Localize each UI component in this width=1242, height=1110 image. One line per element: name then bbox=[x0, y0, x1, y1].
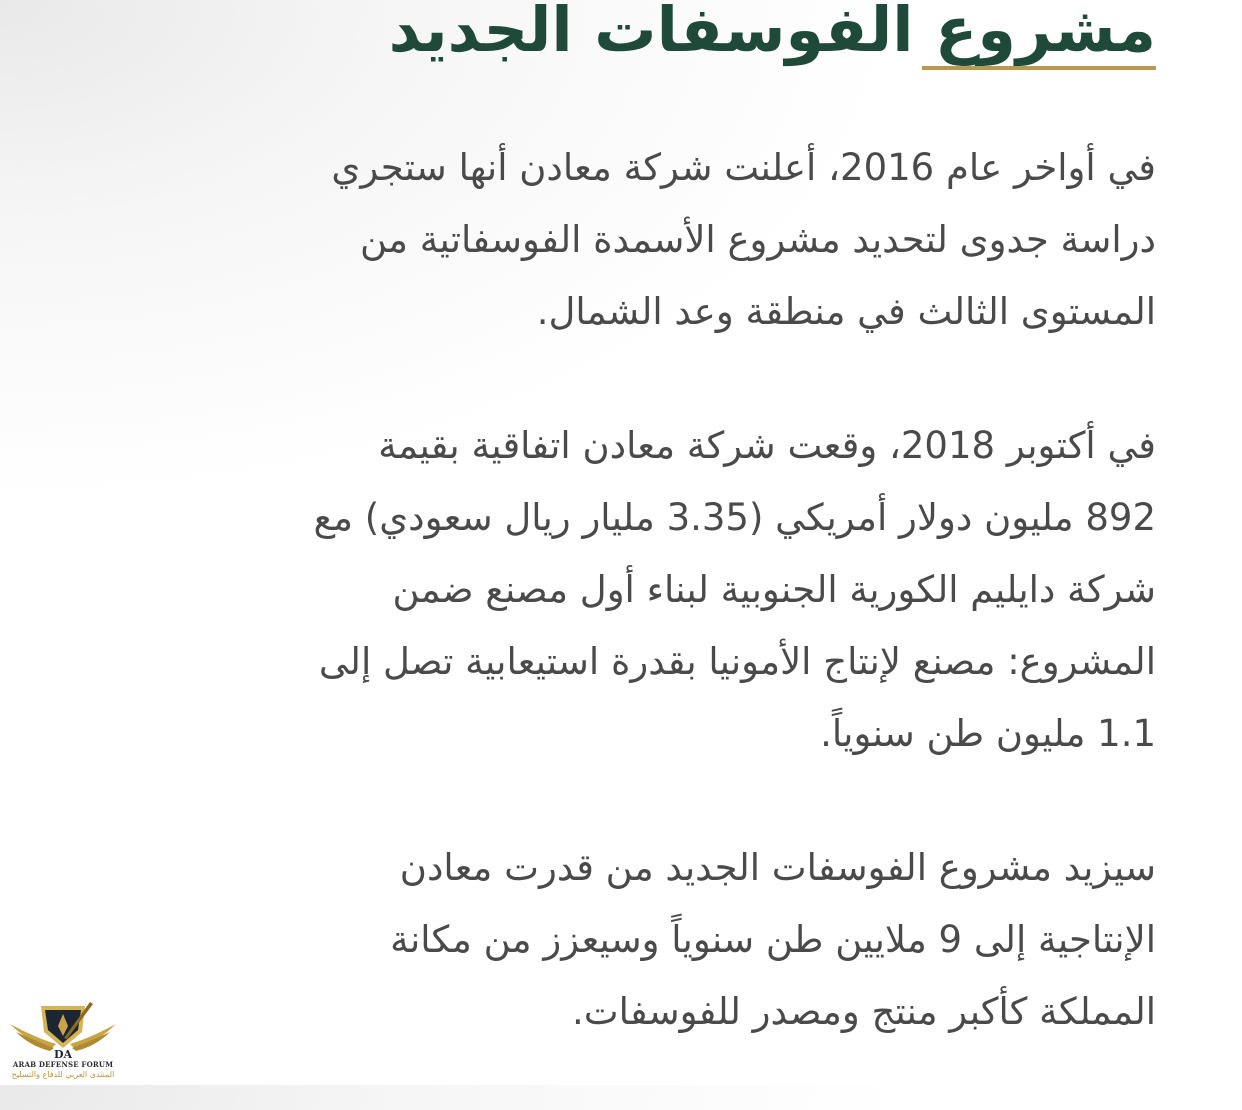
paragraph-line: في أكتوبر 2018، وقعت شركة معادن اتفاقية بقيمة bbox=[378, 424, 1156, 467]
paragraph-2 bbox=[96, 410, 1156, 770]
paragraph-line: المستوى الثالث في منطقة وعد الشمال. bbox=[536, 290, 1156, 333]
watermark-logo bbox=[6, 998, 120, 1084]
logo-english-name: ARAB DEFENSE FORUM bbox=[12, 1060, 114, 1069]
article-body bbox=[96, 132, 1156, 1110]
paragraph-line: شركة دايليم الكورية الجنوبية لبناء أول مصنع ضمن bbox=[392, 568, 1156, 611]
paragraph-3 bbox=[96, 832, 1156, 1048]
paragraph-line: الإنتاجية إلى 9 ملايين طن سنوياً وسيعزز من مكانة bbox=[390, 918, 1156, 961]
logo-monogram: DA bbox=[53, 1048, 73, 1060]
paragraph-line: 1.1 مليون طن سنوياً. bbox=[820, 712, 1156, 755]
logo-arabic-name: المنتدى العربي للدفاع والتسليح bbox=[11, 1070, 115, 1079]
shield-wings-logo-icon bbox=[6, 998, 120, 1060]
header bbox=[389, 0, 1156, 66]
paragraph-line: 892 مليون دولار أمريكي (3.35 مليار ريال سعودي) مع bbox=[313, 496, 1156, 539]
paragraph-line: المشروع: مصنع لإنتاج الأمونيا بقدرة استيعابية تصل إلى bbox=[318, 640, 1156, 683]
paragraph-1 bbox=[96, 132, 1156, 348]
paragraph-line: دراسة جدوى لتحديد مشروع الأسمدة الفوسفاتية من bbox=[359, 218, 1156, 261]
paragraph-line: سيزيد مشروع الفوسفات الجديد من قدرت معادن bbox=[399, 846, 1156, 889]
paragraph-line: في أواخر عام 2016، أعلنت شركة معادن أنها ستجري bbox=[331, 146, 1156, 189]
title-underline bbox=[922, 66, 1156, 70]
page-title: مشروع الفوسفات الجديد bbox=[388, 0, 1156, 66]
paragraph-line: المملكة كأكبر منتج ومصدر للفوسفات. bbox=[571, 990, 1156, 1033]
